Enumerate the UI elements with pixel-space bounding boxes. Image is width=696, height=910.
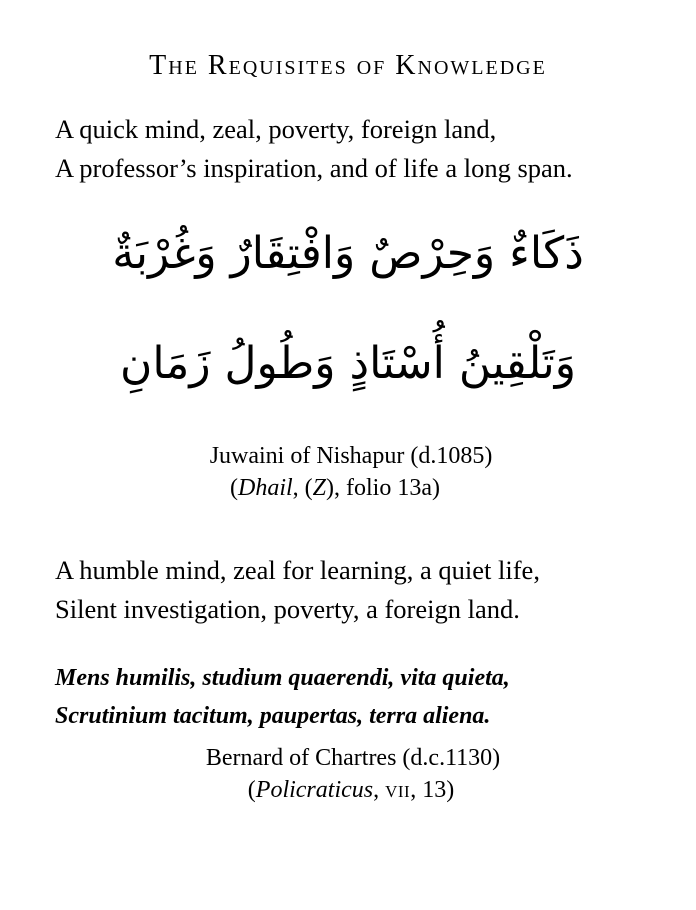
attribution-author: Juwaini of Nishapur (d.1085): [209, 443, 493, 469]
verse-line: Scrutinium tacitum, paupertas, terra aliena.: [55, 703, 491, 729]
verse-line: A humble mind, zeal for learning, a quiet life,: [55, 555, 540, 585]
english-verse-first: [55, 110, 655, 188]
arabic-verse-line-1: ذَكَاءٌ وَحِرْصٌ وَافْتِقَارٌ وَغُرْبَةٌ: [112, 228, 584, 279]
source-symbol: Z: [312, 475, 327, 501]
verse-line: Silent investigation, poverty, a foreign land.: [55, 594, 520, 624]
source-paren-open: (: [247, 777, 256, 803]
verse-line: Mens humilis, studium quaerendi, vita quieta,: [55, 665, 510, 691]
arabic-verse-line-2: وَتَلْقِينُ أُسْتَاذٍ وَطُولُ زَمَانِ: [120, 338, 576, 389]
source-folio: ), folio 13a): [326, 475, 440, 501]
attribution-author: Bernard of Chartres (d.c.1130): [205, 745, 501, 771]
source-separator: , (: [292, 475, 313, 501]
source-chapter: , 13): [410, 777, 455, 803]
english-verse-second: [55, 551, 655, 629]
attribution-source: [0, 472, 696, 504]
source-title: Dhail: [238, 475, 293, 501]
attribution-source: [0, 774, 696, 806]
latin-verse: [55, 659, 655, 735]
source-separator: ,: [373, 777, 386, 803]
attribution-juwaini: [0, 440, 696, 504]
attribution-bernard: [0, 742, 696, 806]
verse-line: A quick mind, zeal, poverty, foreign land,: [55, 114, 497, 144]
source-paren-open: (: [230, 475, 238, 501]
page-title: The Requisites of Knowledge: [149, 50, 547, 81]
verse-line: A professor’s inspiration, and of life a long span.: [55, 153, 573, 183]
source-title: Policraticus: [255, 777, 374, 803]
source-book-number: vii: [385, 777, 411, 803]
